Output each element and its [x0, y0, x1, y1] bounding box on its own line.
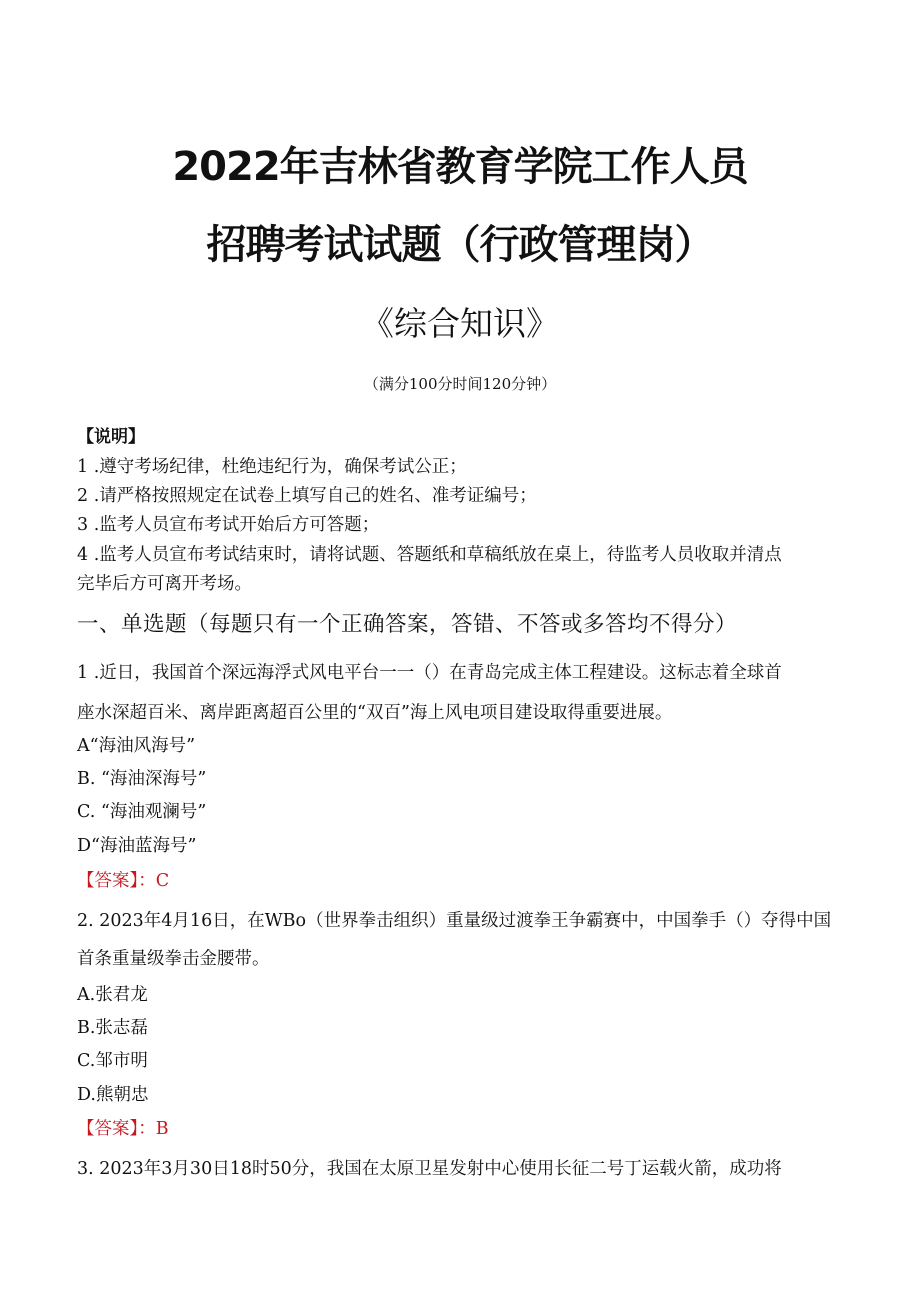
notes-item: 2 .请严格按照规定在试卷上填写自己的姓名、准考证编号； — [77, 486, 537, 506]
question-1-option-a: A“海油风海号” — [77, 736, 196, 756]
exam-title-line1: 2022年吉林省教育学院工作人员 — [172, 144, 748, 190]
notes-item: 1 .遵守考场纪律，杜绝违纪行为，确保考试公正； — [77, 457, 467, 477]
answer-value: B — [155, 1119, 169, 1139]
question-1-answer — [77, 868, 847, 894]
exam-title-line2: 招聘考试试题（行政管理岗） — [206, 222, 714, 268]
notes-item: 完毕后方可离开考场。 — [77, 574, 252, 594]
question-2-stem-line: 2. 2023年4月16日，在WBo（世界拳击组织）重量级过渡拳王争霸赛中，中国拳手（）夺得中国 — [77, 911, 832, 931]
question-3-stem-line: 3. 2023年3月30日18时50分，我国在太原卫星发射中心使用长征二号丁运载火箭，成功将 — [77, 1159, 782, 1179]
section-heading: 一、单选题（每题只有一个正确答案，答错、不答或多答均不得分） — [77, 612, 738, 637]
notes-item: 3 .监考人员宣布考试开始后方可答题； — [77, 515, 380, 535]
notes-title: 【说明】 — [77, 427, 145, 447]
question-1-option-c: C. “海油观澜号” — [77, 802, 207, 822]
answer-label: 【答案】： — [77, 1119, 156, 1139]
question-2-option-b: B.张志磊 — [77, 1018, 148, 1038]
question-1-stem-line: 座水深超百米、离岸距离超百公里的“双百”海上风电项目建设取得重要进展。 — [77, 703, 673, 723]
question-2-option-d: D.熊朝忠 — [77, 1085, 149, 1105]
question-2-option-a: A.张君龙 — [77, 985, 148, 1005]
question-2-stem-line: 首条重量级拳击金腰带。 — [77, 949, 270, 969]
exam-duration: （满分100分时间120分钟） — [363, 375, 557, 393]
exam-subject: 《综合知识》 — [361, 304, 559, 343]
question-1-option-d: D“海油蓝海号” — [77, 836, 197, 856]
answer-label: 【答案】： — [77, 871, 156, 891]
question-2-answer — [77, 1116, 847, 1142]
notes-item: 4 .监考人员宣布考试结束时，请将试题、答题纸和草稿纸放在桌上，待监考人员收取并清点 — [77, 545, 782, 565]
question-1-stem-line: 1 .近日，我国首个深远海浮式风电平台一一（）在青岛完成主体工程建设。这标志着全球首 — [77, 663, 782, 683]
question-1-option-b: B. “海油深海号” — [77, 769, 207, 789]
answer-value: C — [155, 871, 170, 891]
question-2-option-c: C.邹市明 — [77, 1051, 148, 1071]
